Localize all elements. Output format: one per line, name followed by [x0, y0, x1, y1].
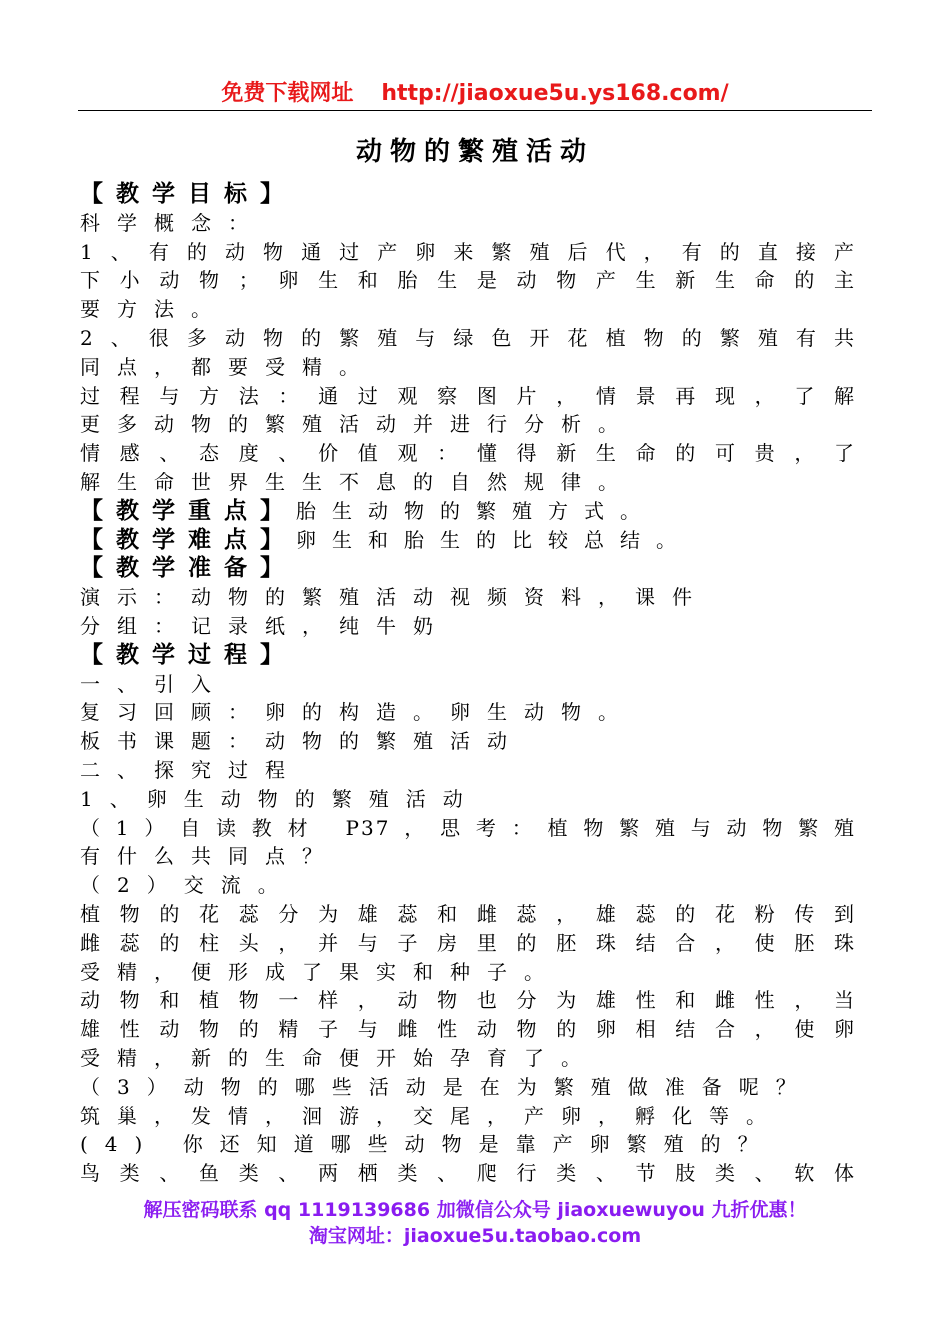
text-line: 鸟类、鱼类、两栖类、爬行类、节肢类、软体 [80, 1161, 856, 1186]
text-line: 解生命世界生生不息的自然规律。 [80, 469, 635, 494]
text-line: (4) 你还知道哪些动物是靠产卵繁殖的？ [80, 1132, 775, 1157]
text-line: 2、很多动物的繁殖与绿色开花植物的繁殖有共 [80, 325, 856, 350]
text-line: 受精，便形成了果实和种子。 [80, 959, 561, 984]
text-line: 雄性动物的精子与雌性动物的卵相结合，使卵 [80, 1017, 856, 1042]
text-line: 情感、态度、价值观：懂得新生命的可贵，了 [80, 441, 856, 466]
section-heading-process: 【教学过程】 [80, 641, 296, 668]
section-heading-difficulties: 【教学难点】 [80, 526, 296, 553]
footer-contact [70, 1197, 880, 1249]
header-divider [78, 110, 872, 111]
download-header [78, 78, 872, 110]
text-line: 有什么共同点？ [80, 844, 339, 869]
text-line: 植物的花蕊分为雄蕊和雌蕊，雄蕊的花粉传到 [80, 901, 856, 926]
page-title: 动物的繁殖活动 [355, 137, 594, 167]
download-label: 免费下载网址 [221, 81, 354, 106]
text-line: 下小动物；卵生和胎生是动物产生新生命的主 [80, 268, 856, 293]
key-points-text: 胎生动物的繁殖方式。 [296, 498, 656, 523]
text-line: 更多动物的繁殖活动并进行分析。 [80, 412, 635, 437]
key-points-line [80, 497, 856, 526]
text-line: 筑巢，发情，洄游，交尾，产卵，孵化等。 [80, 1103, 783, 1128]
text-line: 科学概念： [80, 210, 265, 235]
difficulties-text: 卵生和胎生的比较总结。 [296, 527, 692, 552]
text-line: 二、探究过程 [80, 757, 302, 782]
text-line: （2）交流。 [80, 873, 295, 898]
footer-password-line: 解压密码联系 qq 1119139686 加微信公众号 jiaoxuewuyou 九折优惠！ [143, 1199, 807, 1221]
section-heading-key-points: 【教学重点】 [80, 497, 296, 524]
text-line: 动物和植物一样，动物也分为雄性和雌性，当 [80, 988, 856, 1013]
text-line: 复习回顾：卵的构造。卵生动物。 [80, 700, 635, 725]
text-line: 1、卵生动物的繁殖活动 [80, 786, 480, 811]
text-line: 板书课题：动物的繁殖活动 [80, 729, 524, 754]
section-heading-preparation: 【教学准备】 [80, 555, 296, 582]
text-line: 演示：动物的繁殖活动视频资料，课件 [80, 585, 709, 610]
text-line: 受精，新的生命便开始孕育了。 [80, 1045, 598, 1070]
text-line: 1、有的动物通过产卵来繁殖后代，有的直接产 [80, 239, 856, 264]
document-body [80, 180, 856, 1188]
section-heading-objectives: 【教学目标】 [80, 181, 296, 207]
text-line: 同点，都要受精。 [80, 354, 376, 379]
text-line: 一、引入 [80, 671, 228, 696]
text-line: （3）动物的哪些活动是在为繁殖做准备呢？ [80, 1074, 813, 1099]
download-url-link[interactable]: http://jiaoxue5u.ys168.com/ [381, 81, 729, 106]
text-line: 分组：记录纸，纯牛奶 [80, 613, 450, 638]
footer-taobao-link[interactable]: 淘宝网址：jiaoxue5u.taobao.com [308, 1225, 642, 1247]
text-line: 过程与方法：通过观察图片，情景再现，了解 [80, 383, 856, 408]
difficulties-line [80, 526, 856, 555]
text-line: 要方法。 [80, 297, 228, 322]
text-line: （1）自读教材 P37，思考：植物繁殖与动物繁殖 [80, 815, 856, 840]
text-line: 雌蕊的柱头，并与子房里的胚珠结合，使胚珠 [80, 930, 856, 955]
